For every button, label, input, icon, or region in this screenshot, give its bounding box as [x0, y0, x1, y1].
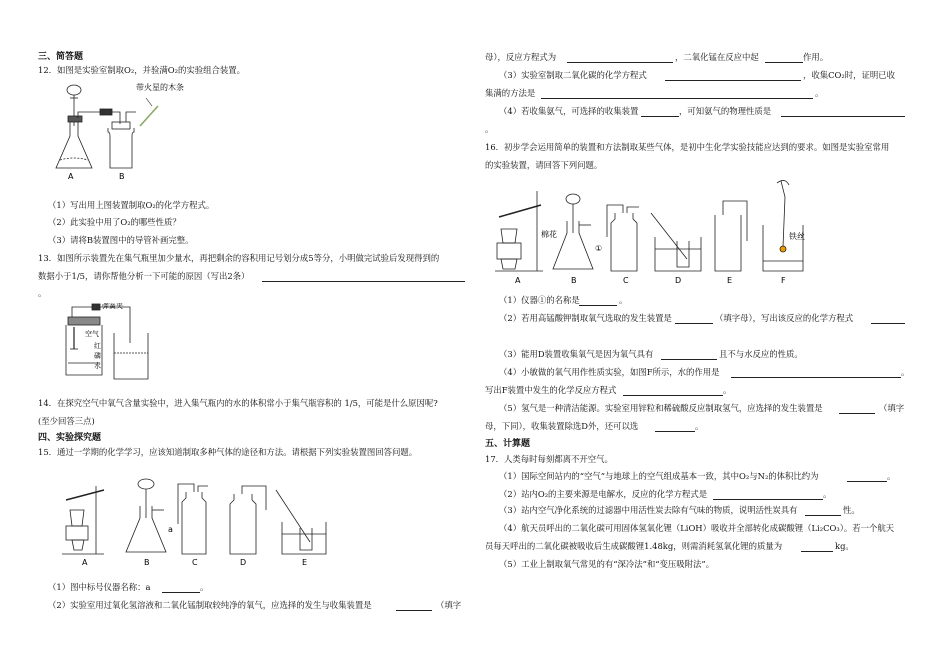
- fig-label-E: E: [727, 276, 733, 285]
- q16-sub5-a: （5）氢气是一种清洁能源。实验室用锌粒和稀硫酸反应制取氢气，应选择的发生装置是: [499, 403, 823, 413]
- question-16-line2: 的实验装置，请回答下列问题。: [485, 160, 603, 170]
- fig-label-B: B: [571, 276, 577, 285]
- label-one: ①: [595, 244, 603, 253]
- q15-sub2: （2）实验室用过氧化氢溶液和二氧化锰制取较纯净的氧气，应选择的发生与收集装置是: [48, 600, 372, 610]
- q13-apparatus-figure: [52, 303, 162, 383]
- q12-sub2: （2）此实验中用了O₂的哪些性质？: [48, 217, 181, 227]
- answer-blank[interactable]: [713, 499, 823, 500]
- r4-b: ，可知氨气的物理性质是: [679, 106, 772, 116]
- q17-sub4-line2-b: kg。: [835, 541, 854, 551]
- q16-sub2-b: （填字母），写出该反应的化学方程式: [715, 313, 854, 323]
- r2-b: ，收集CO₂时，证明已收: [803, 70, 896, 80]
- answer-blank[interactable]: [396, 610, 432, 611]
- q12-apparatus-figure: [48, 76, 208, 181]
- answer-blank[interactable]: [665, 80, 801, 81]
- answer-blank[interactable]: [675, 323, 713, 324]
- q16-sub5-b: （填字: [879, 403, 905, 413]
- answer-blank[interactable]: [801, 551, 833, 552]
- fig-label-C: C: [192, 558, 198, 566]
- q15-sub1: （1）图中标号仪器名称：a: [48, 582, 151, 592]
- q12-sub3: （3）请将B装置图中的导管补画完整。: [48, 235, 194, 245]
- answer-blank[interactable]: [567, 62, 673, 63]
- glowing-stick-label: 带火星的木条: [136, 83, 184, 92]
- answer-blank[interactable]: [661, 359, 717, 360]
- q13-tail: 。: [38, 288, 47, 298]
- r2-a: （3）实验室制取二氧化碳的化学方程式: [499, 70, 647, 80]
- answer-blank[interactable]: [262, 281, 465, 282]
- label-iron-wire: 铁丝: [789, 232, 805, 241]
- r1-a: 母），反应方程式为: [485, 52, 557, 62]
- answer-blank[interactable]: [623, 395, 723, 396]
- fig-label-D: D: [675, 276, 682, 285]
- question-12: 12．如图是实验室制取O₂，并验满O₂的实验组合装置。: [38, 65, 245, 75]
- q16-sub4: （4）小敏做的氧气用作性质实验，如图F所示，水的作用是: [499, 367, 720, 377]
- q17-sub1-a: （1）国际空间站内的“空气”与地球上的空气组成基本一致，其中O₂与N₂的体积比约为: [499, 471, 819, 481]
- label-red: 红: [94, 342, 101, 350]
- answer-blank[interactable]: [781, 116, 905, 117]
- q16-sub1-end: 。: [619, 295, 628, 305]
- label-clip: 弹簧夹: [102, 303, 123, 310]
- answer-blank[interactable]: [655, 431, 695, 432]
- right-column: [475, 0, 950, 672]
- q16-sub3-b: 且不与水反应的性质。: [719, 349, 803, 359]
- q16-sub4-line2-end: 。: [723, 385, 732, 395]
- q15-sub2-end: （填字: [436, 600, 462, 610]
- q16-apparatus-figure: [491, 177, 811, 287]
- section-heading-4: 四、实验探究题: [38, 433, 102, 443]
- fig-label-A: A: [82, 558, 88, 566]
- answer-blank[interactable]: [641, 116, 679, 117]
- section-heading-5: 五、计算题: [485, 439, 531, 449]
- fig-label-A: A: [68, 172, 74, 181]
- answer-blank[interactable]: [847, 481, 887, 482]
- fig-label-A: A: [515, 276, 521, 285]
- q17-sub3-b: 性。: [843, 505, 860, 515]
- r3-b: 。: [815, 88, 824, 98]
- fig-label-F: F: [781, 276, 786, 285]
- answer-blank[interactable]: [765, 62, 803, 63]
- question-14-line1: 14．在探究空气中氧气含量实验中，进入集气瓶内的水的体积常小于集气瓶容积的 1/5，可能是什么原因呢?: [38, 398, 438, 408]
- answer-blank[interactable]: [805, 515, 841, 516]
- label-water: 水: [94, 362, 101, 370]
- q17-sub2-b: 。: [823, 489, 832, 499]
- r1-c: 作用。: [803, 52, 829, 62]
- fig-label-B: B: [119, 172, 125, 181]
- question-14-line2: (至少回答三点): [38, 416, 95, 426]
- q16-sub4-line2: 写出F装置中发生的化学反应方程式: [485, 385, 617, 395]
- q16-sub5-line2-b: 。: [695, 421, 704, 431]
- q15-sub1-end: 。: [200, 582, 209, 592]
- answer-blank[interactable]: [541, 98, 813, 99]
- q12-sub1: （1）写出用上图装置制取O₂的化学方程式。: [48, 200, 215, 210]
- q17-sub2-a: （2）站内O₂的主要来源是电解水，反应的化学方程式是: [499, 489, 708, 499]
- question-17: 17．人类每时每刻都离不开空气。: [485, 454, 613, 464]
- q17-sub1-b: 。: [887, 471, 896, 481]
- q17-sub3-a: （3）站内空气净化系统的过滤器中用活性炭去除有气味的物质，说明活性炭具有: [499, 505, 798, 515]
- fig-label-B: B: [144, 558, 150, 566]
- question-15: 15．通过一学期的化学学习，应该知道制取多种气体的途径和方法。请根据下列实验装置图回答问题。: [38, 447, 418, 457]
- answer-blank[interactable]: [871, 323, 905, 324]
- label-cotton: 棉花: [541, 230, 557, 239]
- question-13-line2: 数据小于1/5，请你帮他分析一下可能的原因（写出2条）: [38, 271, 250, 281]
- fig-label-C: C: [623, 276, 629, 285]
- q15-apparatus-figure: [56, 470, 346, 566]
- question-16-line1: 16．初步学会运用简单的装置和方法制取某些气体，是初中生化学实验技能应达到的要求。如图是实验室常用: [485, 142, 890, 152]
- answer-blank[interactable]: [162, 592, 200, 593]
- q16-sub2-a: （2）若用高锰酸钾制取氧气选取的发生装置是: [499, 313, 672, 323]
- label-phosphorus: 磷: [94, 352, 101, 360]
- label-a: a: [168, 525, 173, 534]
- fig-label-E: E: [302, 558, 308, 566]
- q17-sub4-line2-a: 员每天呼出的二氧化碳被吸收后生成碳酸锂1.48kg，则需消耗氢氧化锂的质量为: [485, 541, 783, 551]
- answer-blank[interactable]: [579, 305, 617, 306]
- r5: 。: [485, 124, 494, 134]
- q16-sub5-line2-a: 母，下同），收集装置除选D外，还可以选: [485, 421, 639, 431]
- r1-b: ，二氧化锰在反应中起: [675, 52, 759, 62]
- q16-figure-labels: [515, 276, 786, 285]
- answer-blank[interactable]: [731, 377, 901, 378]
- section-heading-3: 三、简答题: [38, 52, 84, 62]
- answer-blank[interactable]: [839, 413, 875, 414]
- q16-sub4-end: 。: [901, 367, 910, 377]
- q17-sub5: （5）工业上制取氧气常见的有“深冷法”和“变压吸附法”。: [499, 559, 715, 569]
- q15-figure-labels: [82, 558, 307, 566]
- q17-sub4-line1: （4）航天员呼出的二氧化碳可用固体氢氧化锂（LiOH）吸收并全部转化成碳酸锂（Li₂CO₃）。若一个航天: [499, 523, 895, 533]
- r4-a: （4）若收集氨气，可选择的收集装置: [499, 106, 639, 116]
- q16-sub3-a: （3）能用D装置收集氧气是因为氧气具有: [499, 349, 654, 359]
- r3-a: 集满的方法是: [485, 88, 536, 98]
- fig-label-D: D: [240, 558, 247, 566]
- label-air: 空气: [85, 330, 99, 338]
- question-13-line1: 13．如图所示装置先在集气瓶里加少量水，再把剩余的容积用记号划分成5等分，小明做完试验后发现得到的: [38, 253, 440, 263]
- q16-sub1: （1）仪器①的名称是: [499, 295, 580, 305]
